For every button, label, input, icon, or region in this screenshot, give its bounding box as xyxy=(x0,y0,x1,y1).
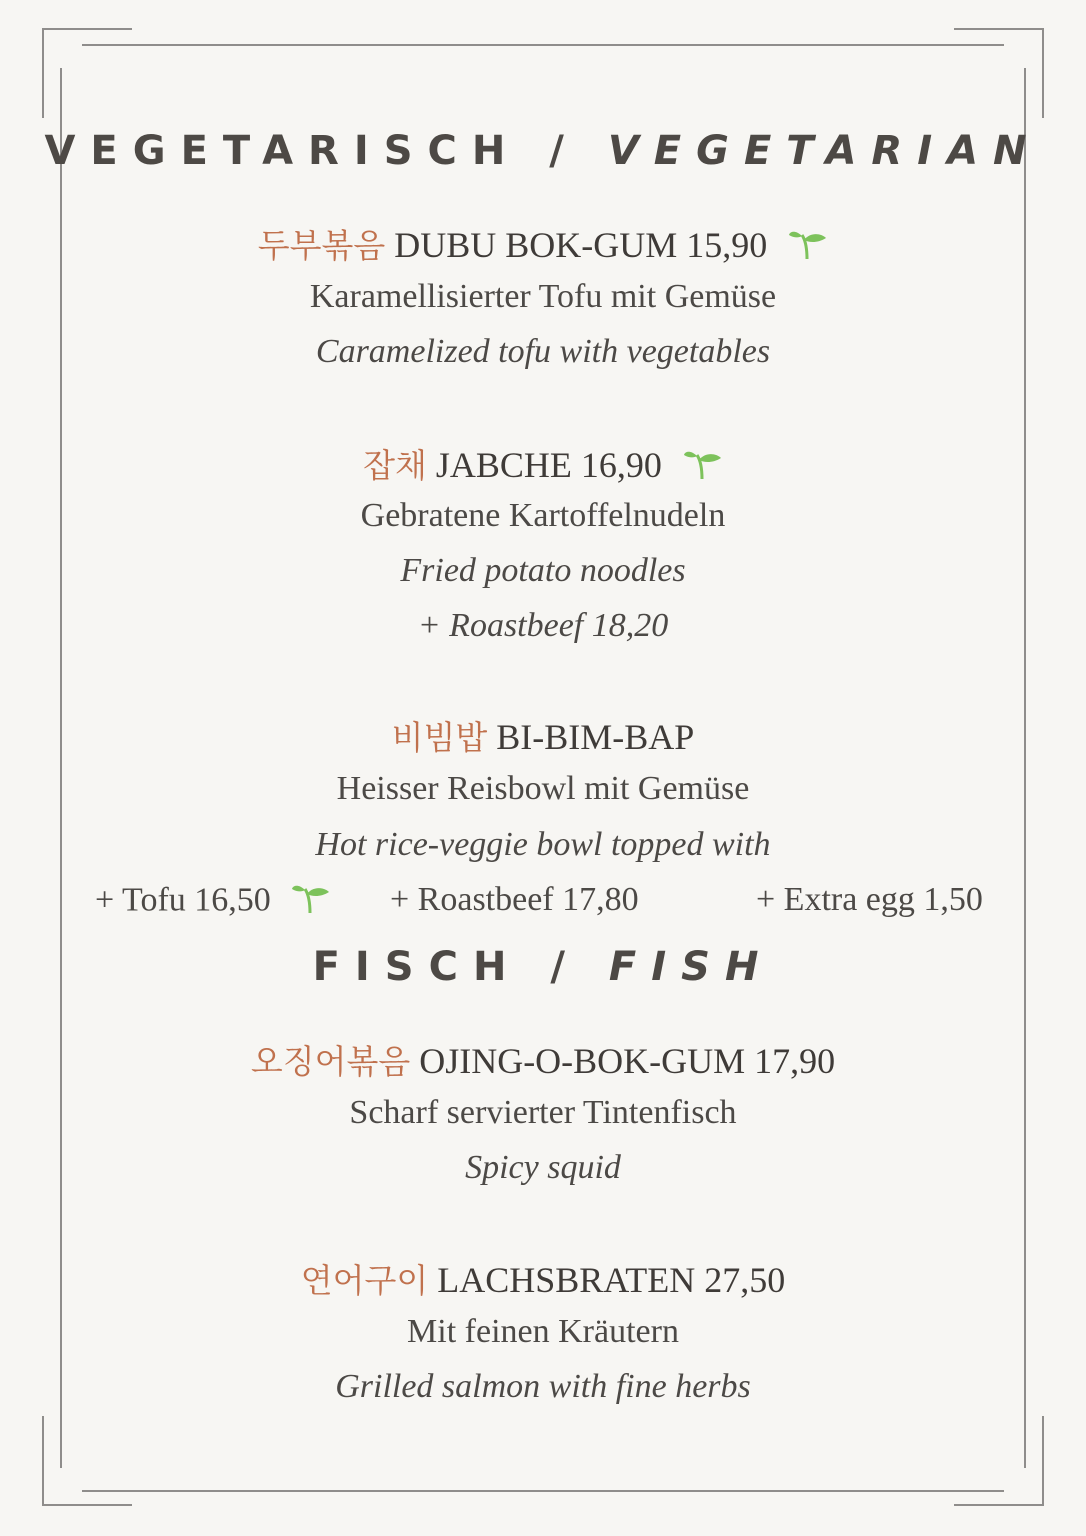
dish-option-extra-egg: + Extra egg 1,50 xyxy=(756,881,983,918)
dish-title-jabche xyxy=(0,440,1086,490)
dish-name: OJING-O-BOK-GUM xyxy=(419,1041,746,1081)
sprout-icon xyxy=(291,881,331,924)
dish-description-en: Hot rice-veggie bowl topped with xyxy=(315,826,771,863)
dish-korean-name: 비빔밥 xyxy=(391,718,488,757)
dish-option-roastbeef: + Roastbeef 17,80 xyxy=(390,881,639,918)
frame-corner-bottom-right-h xyxy=(954,1504,1044,1506)
dish-description-en: Spicy squid xyxy=(465,1149,621,1186)
dish-name: LACHSBRATEN xyxy=(437,1260,696,1300)
dish-description-en: Grilled salmon with fine herbs xyxy=(335,1368,751,1405)
dish-price: 16,90 xyxy=(580,445,662,485)
section-title-en: VEGETARIAN xyxy=(607,128,1042,174)
sprout-icon xyxy=(788,227,828,270)
frame-corner-top-right-h xyxy=(954,28,1044,30)
dish-price: 15,90 xyxy=(686,225,768,265)
section-title-separator: / xyxy=(550,944,580,990)
frame-corner-top-right-v xyxy=(1042,28,1044,118)
dish-name: JABCHE xyxy=(435,445,572,485)
sprout-icon xyxy=(683,447,723,490)
section-title-fish xyxy=(0,944,1086,990)
dish-option-tofu xyxy=(95,881,331,924)
dish-title-bibimbap xyxy=(0,712,1086,759)
dish-title-lachsbraten xyxy=(0,1255,1086,1302)
section-title-en: FISH xyxy=(608,944,774,990)
frame-top-line xyxy=(82,44,1004,46)
dish-name: DUBU BOK-GUM xyxy=(394,225,678,265)
dish-korean-name: 잡채 xyxy=(363,446,427,485)
dish-description-de: Mit feinen Kräutern xyxy=(407,1313,679,1350)
dish-description-de: Heisser Reisbowl mit Gemüse xyxy=(336,770,750,807)
frame-corner-bottom-left-v xyxy=(42,1416,44,1506)
dish-description-de: Karamellisierter Tofu mit Gemüse xyxy=(309,278,777,315)
dish-description-en: Fried potato noodles xyxy=(400,552,686,589)
dish-price: 27,50 xyxy=(704,1260,786,1300)
dish-description-de: Scharf servierter Tintenfisch xyxy=(349,1094,737,1131)
dish-korean-name: 두부볶음 xyxy=(257,226,386,265)
dish-price: 17,90 xyxy=(754,1041,836,1081)
frame-bottom-line xyxy=(82,1490,1004,1492)
dish-title-dubu xyxy=(0,220,1086,270)
frame-corner-bottom-right-v xyxy=(1042,1416,1044,1506)
dish-option-label: + Tofu 16,50 xyxy=(95,881,271,919)
frame-corner-top-left-h xyxy=(42,28,132,30)
dish-korean-name: 오징어볶음 xyxy=(250,1042,411,1081)
section-title-vegetarian xyxy=(0,128,1086,174)
dish-name: BI-BIM-BAP xyxy=(496,717,695,757)
section-title-de: FISCH xyxy=(312,944,522,990)
dish-description-en: Caramelized tofu with vegetables xyxy=(315,333,771,370)
section-title-separator: / xyxy=(549,128,579,174)
frame-corner-top-left-v xyxy=(42,28,44,118)
dish-korean-name: 연어구이 xyxy=(300,1261,429,1300)
dish-description-de: Gebratene Kartoffelnudeln xyxy=(360,497,726,534)
dish-title-ojingo xyxy=(0,1036,1086,1083)
frame-corner-bottom-left-h xyxy=(42,1504,132,1506)
dish-addon: + Roastbeef 18,20 xyxy=(417,607,669,644)
section-title-de: VEGETARISCH xyxy=(44,128,521,174)
